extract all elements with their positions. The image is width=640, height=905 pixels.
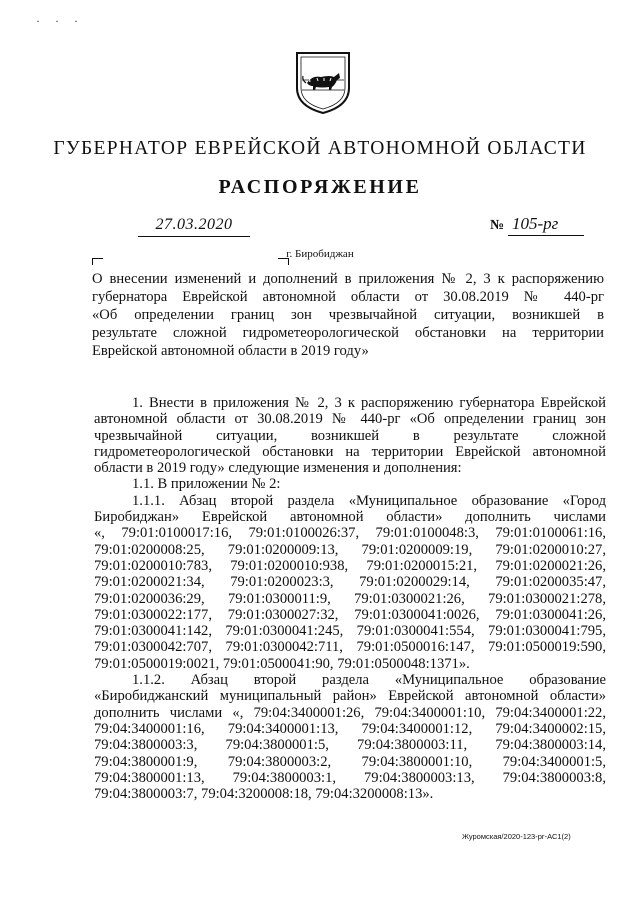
body-line: 79:01:0200036:29, 79:01:0300011:9, 79:01:0300021:26, 79:01:0300021:278, [94, 590, 606, 607]
body-line: 79:04:3800003:7, 79:04:3200008:18, 79:04:3200008:13». [94, 786, 434, 803]
body-line: 79:01:0300022:177, 79:01:0300027:32, 79:01:0300041:0026, 79:01:0300041:26, [94, 606, 606, 623]
body-line: 1.1.1. Абзац второй раздела «Муниципальное образование «Город [132, 492, 606, 509]
heading-line: результате сложной гидрометеорологической обстановки на территории [92, 325, 604, 341]
heading-line: «Об определении границ зон чрезвычайной ситуации, возникшей в [92, 307, 604, 323]
city: г. Биробиджан [286, 248, 354, 260]
body-line: дополнить числами «, 79:04:3400001:26, 79:04:3400001:10, 79:04:3400001:22, [94, 704, 606, 721]
body-line: «, 79:01:0100017:16, 79:01:0100026:37, 79:01:0100048:3, 79:01:0100061:16, [94, 525, 606, 542]
heading-line: губернатора Еврейской автономной области от 30.08.2019 № 440-рг [92, 289, 604, 305]
coat-of-arms-tiger-icon [294, 50, 352, 116]
handwritten-date: 27.03.2020 [138, 214, 250, 237]
body-line: 79:01:0200008:25, 79:01:0200009:13, 79:01:0200009:19, 79:01:0200010:27, [94, 541, 606, 558]
number-label: № [490, 218, 505, 233]
corner-mark-right [278, 258, 289, 265]
body-line: 79:01:0300042:707, 79:01:0300042:711, 79:01:0500016:147, 79:01:0500019:590, [94, 639, 606, 656]
body-line: Биробиджан» Еврейской автономной области» дополнить числами [94, 509, 606, 526]
document-heading [92, 270, 604, 360]
scan-marks: · · · [36, 14, 84, 28]
body-line: 79:01:0500019:0021, 79:01:0500041:90, 79:01:0500048:1371». [94, 655, 470, 672]
body-line: 79:04:3800003:3, 79:04:3800001:5, 79:04:3800003:11, 79:04:3800003:14, [94, 737, 606, 754]
body-line: гидрометеорологической обстановки на территории Еврейской автономной [94, 443, 606, 460]
corner-mark-left [92, 258, 103, 265]
document-body [94, 395, 606, 802]
body-line: 79:01:0300041:142, 79:01:0300041:245, 79:01:0300041:554, 79:01:0300041:795, [94, 623, 606, 640]
governor-title: ГУБЕРНАТОР ЕВРЕЙСКОЙ АВТОНОМНОЙ ОБЛАСТИ [53, 138, 587, 159]
heading-line: О внесении изменений и дополнений в приложения № 2, 3 к распоряжению [92, 271, 604, 287]
body-line: 1. Внести в приложения № 2, 3 к распоряжению губернатора Еврейской [132, 395, 606, 411]
body-line: автономной области от 30.08.2019 № 440-рг «Об определении границ зон [94, 411, 606, 428]
body-line: 79:04:3400001:16, 79:04:3400001:13, 79:04:3400001:12, 79:04:3400002:15, [94, 720, 606, 737]
body-line: 79:01:0200021:34, 79:01:0200023:3, 79:01:0200029:14, 79:01:0200035:47, [94, 574, 606, 591]
heading-line: Еврейской автономной области в 2019 году» [92, 343, 369, 359]
document-type: РАСПОРЯЖЕНИЕ [218, 176, 422, 198]
body-line: 79:04:3800001:9, 79:04:3800003:2, 79:04:3800001:10, 79:04:3400001:5, [94, 753, 606, 770]
body-line: 79:01:0200010:783, 79:01:0200010:938, 79:01:0200015:21, 79:01:0200021:26, [94, 557, 606, 574]
body-line: области в 2019 году» следующие изменения и дополнения: [94, 460, 462, 477]
body-line: «Биробиджанский муниципальный район» Еврейской автономной области» [94, 688, 606, 705]
body-line: 1.1. В приложении № 2: [132, 476, 281, 493]
body-line: 79:04:3800001:13, 79:04:3800003:1, 79:04:3800003:13, 79:04:3800003:8, [94, 769, 606, 786]
handwritten-number: 105-рг [508, 213, 584, 236]
body-line: 1.1.2. Абзац второй раздела «Муниципальное образование [132, 672, 606, 689]
footer-document-code: Журомская/2020-123-рг-АС1(2) [462, 832, 571, 841]
body-line: чрезвычайной ситуации, возникшей в результате сложной [94, 427, 606, 444]
